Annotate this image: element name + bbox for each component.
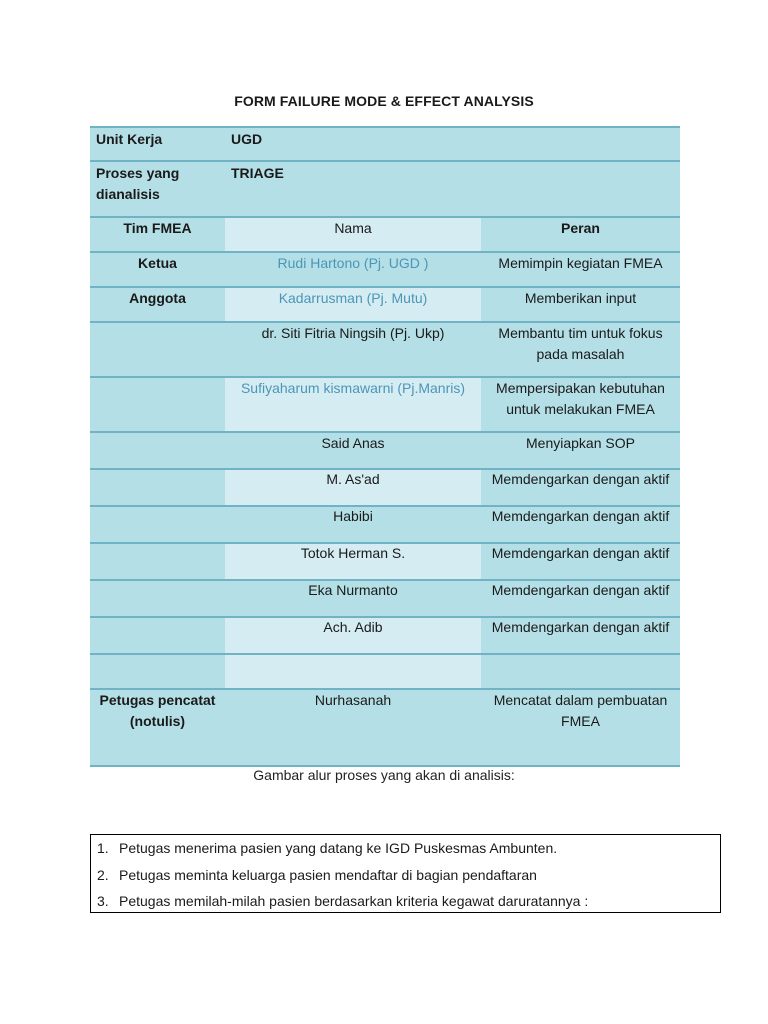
member-row — [90, 580, 680, 617]
process-step — [97, 888, 714, 915]
member-peran: Mempersipakan kebutuhan untuk melakukan FMEA — [481, 377, 680, 432]
header-row — [90, 217, 680, 252]
member-row — [90, 506, 680, 543]
unit-kerja-value: UGD — [225, 127, 680, 161]
fmea-table — [90, 126, 680, 767]
empty-cell — [90, 654, 225, 689]
process-steps-box — [90, 834, 721, 913]
member-peran: Memdengarkan dengan aktif — [481, 543, 680, 580]
notulis-role: Petugas pencatat (notulis) — [90, 689, 225, 766]
member-role: Anggota — [90, 287, 225, 322]
process-step — [97, 862, 714, 889]
member-name: M. As'ad — [225, 469, 481, 506]
step-text: Petugas meminta keluarga pasien mendaftar di bagian pendaftaran — [119, 866, 537, 883]
member-row — [90, 252, 680, 287]
member-row — [90, 469, 680, 506]
member-row — [90, 287, 680, 322]
member-role — [90, 377, 225, 432]
member-row — [90, 432, 680, 469]
member-peran: Memdengarkan dengan aktif — [481, 469, 680, 506]
member-peran: Memdengarkan dengan aktif — [481, 580, 680, 617]
header-peran: Peran — [481, 217, 680, 252]
step-text: Petugas memilah-milah pasien berdasarkan kriteria kegawat daruratannya : — [119, 893, 589, 910]
step-number: 2. — [97, 866, 109, 883]
member-row — [90, 543, 680, 580]
form-title: FORM FAILURE MODE & EFFECT ANALYSIS — [234, 93, 534, 109]
member-role — [90, 617, 225, 654]
process-step — [97, 835, 714, 862]
member-peran: Memberikan input — [481, 287, 680, 322]
notulis-row — [90, 689, 680, 766]
member-peran: Membantu tim untuk fokus pada masalah — [481, 322, 680, 377]
member-name: dr. Siti Fitria Ningsih (Pj. Ukp) — [225, 322, 481, 377]
member-role — [90, 580, 225, 617]
proses-value: TRIAGE — [225, 161, 680, 217]
member-row — [90, 377, 680, 432]
step-text: Petugas menerima pasien yang datang ke IGD Puskesmas Ambunten. — [119, 840, 558, 857]
empty-row — [90, 654, 680, 689]
member-name: Totok Herman S. — [225, 543, 481, 580]
proses-row — [90, 161, 680, 217]
member-role — [90, 432, 225, 469]
member-peran: Memimpin kegiatan FMEA — [481, 252, 680, 287]
member-name: Habibi — [225, 506, 481, 543]
member-name: Sufiyaharum kismawarni (Pj.Manris) — [225, 377, 481, 432]
header-tim-fmea: Tim FMEA — [90, 217, 225, 252]
member-role — [90, 469, 225, 506]
notulis-peran: Mencatat dalam pembuatan FMEA — [481, 689, 680, 766]
member-name: Eka Nurmanto — [225, 580, 481, 617]
empty-cell — [481, 654, 680, 689]
member-row — [90, 322, 680, 377]
member-role: Ketua — [90, 252, 225, 287]
member-row — [90, 617, 680, 654]
step-number: 1. — [97, 840, 109, 857]
member-name: Kadarrusman (Pj. Mutu) — [225, 287, 481, 322]
member-peran: Menyiapkan SOP — [481, 432, 680, 469]
member-peran: Memdengarkan dengan aktif — [481, 506, 680, 543]
member-role — [90, 543, 225, 580]
unit-kerja-row — [90, 127, 680, 161]
member-peran: Memdengarkan dengan aktif — [481, 617, 680, 654]
member-name: Said Anas — [225, 432, 481, 469]
member-name: Rudi Hartono (Pj. UGD ) — [225, 252, 481, 287]
flow-caption: Gambar alur proses yang akan di analisis: — [253, 767, 515, 783]
unit-kerja-label: Unit Kerja — [90, 127, 225, 161]
member-name: Ach. Adib — [225, 617, 481, 654]
member-role — [90, 322, 225, 377]
notulis-name: Nurhasanah — [225, 689, 481, 766]
proses-label: Proses yang dianalisis — [90, 161, 225, 217]
empty-cell — [225, 654, 481, 689]
step-number: 3. — [97, 893, 109, 910]
member-role — [90, 506, 225, 543]
header-nama: Nama — [225, 217, 481, 252]
